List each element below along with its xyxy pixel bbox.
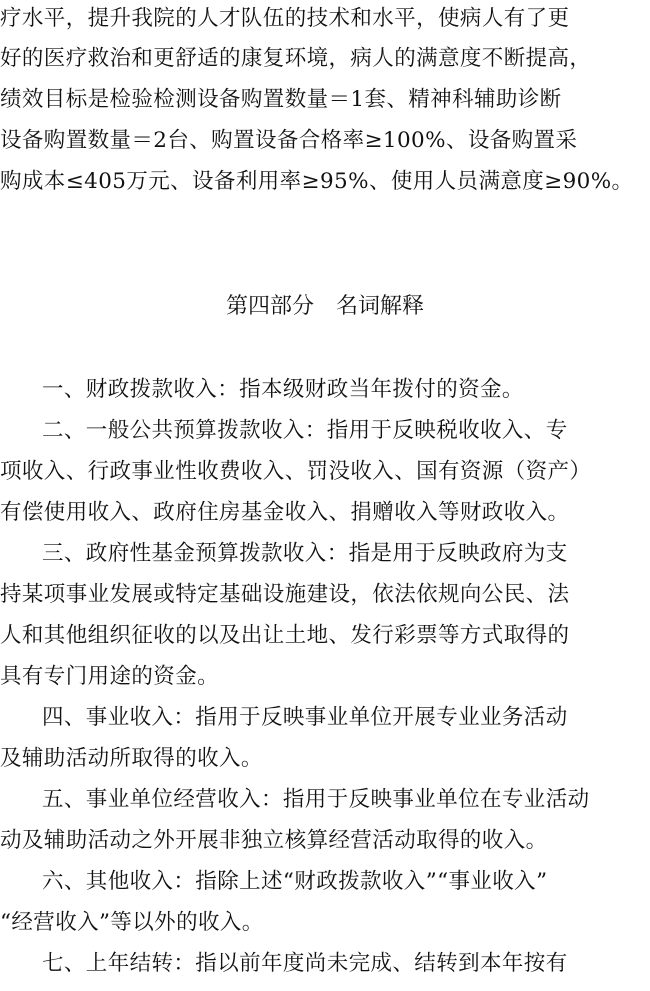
term-line: 六、其他收入：指除上述“财政拨款收入”“事业收入” <box>42 869 548 894</box>
intro-line: 好的医疗救治和更舒适的康复环境，病人的满意度不断提高， <box>0 46 592 71</box>
term-line: 有偿使用收入、政府住房基金收入、捐赠收入等财政收入。 <box>0 500 570 525</box>
intro-line: 疗水平，提升我院的人才队伍的技术和水平，使病人有了更 <box>0 6 570 31</box>
term-line: 七、上年结转：指以前年度尚未完成、结转到本年按有 <box>42 951 568 976</box>
section-heading: 第四部分 名词解释 <box>225 294 424 319</box>
intro-line: 购成本≤405万元、设备利用率≥95%、使用人员满意度≥90%。 <box>0 169 634 194</box>
term-line: 具有专门用途的资金。 <box>0 664 220 689</box>
term-line: 持某项事业发展或特定基础设施建设，依法依规向公民、法 <box>0 582 570 607</box>
term-line: 项收入、行政事业性收费收入、罚没收入、国有资源（资产） <box>0 459 592 484</box>
term-line: 动及辅助活动之外开展非独立核算经营活动取得的收入。 <box>0 828 548 853</box>
intro-line: 绩效目标是检验检测设备购置数量＝1套、精神科辅助诊断 <box>0 87 562 112</box>
term-line: 三、政府性基金预算拨款收入：指是用于反映政府为支 <box>42 541 568 566</box>
term-line: 四、事业收入：指用于反映事业单位开展专业业务活动 <box>42 705 568 730</box>
term-line: 及辅助活动所取得的收入。 <box>0 746 263 771</box>
term-line: 人和其他组织征收的以及出让土地、发行彩票等方式取得的 <box>0 623 570 648</box>
term-line: 一、财政拨款收入：指本级财政当年拨付的资金。 <box>42 377 524 402</box>
intro-line: 设备购置数量＝2台、购置设备合格率≥100%、设备购置采 <box>0 128 578 153</box>
term-line: “经营收入”等以外的收入。 <box>0 910 264 935</box>
term-line: 二、一般公共预算拨款收入：指用于反映税收收入、专 <box>42 418 568 443</box>
term-line: 五、事业单位经营收入：指用于反映事业单位在专业活动 <box>42 787 590 812</box>
